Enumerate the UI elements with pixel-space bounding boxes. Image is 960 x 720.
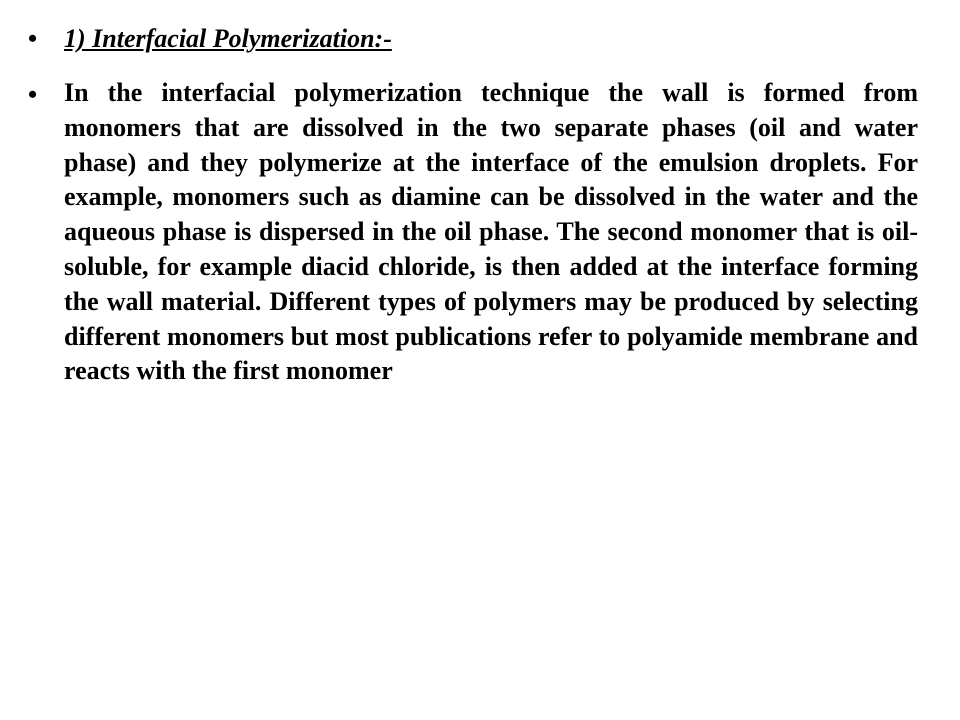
section-heading: 1) Interfacial Polymerization:- — [64, 24, 392, 53]
bullet-marker: • — [28, 80, 38, 109]
body-paragraph: In the interfacial polymerization technique the wall is formed from monomers that are dissolved in the two separate phases (oil and water phase) and they polymerize at the interface of the emulsion droplets. For example, monomers such as diamine can be dissolved in the water and the aqueous phase is dispersed in the oil phase. The second monomer that is oil-soluble, for example diacid chloride, is then added at the interface forming the wall material. Different types of polymers may be produced by selecting different monomers but most publications refer to polyamide membrane and reacts with the first monomer — [64, 78, 918, 386]
bullet-marker: • — [28, 24, 38, 53]
bullet-list — [28, 20, 918, 407]
bullet-item-body — [28, 76, 918, 389]
bullet-item-heading — [28, 20, 918, 58]
